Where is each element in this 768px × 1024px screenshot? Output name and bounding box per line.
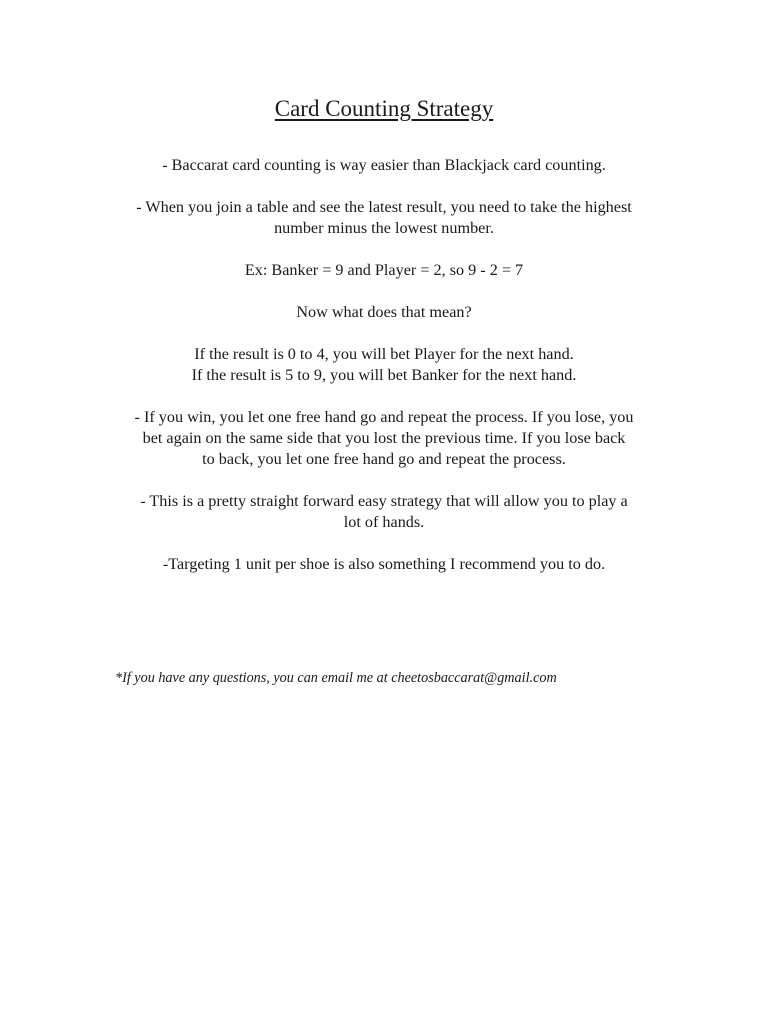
paragraph-rules xyxy=(104,344,664,386)
paragraph-line: - This is a pretty straight forward easy strategy that will allow you to play a xyxy=(140,492,628,510)
paragraph-win-lose xyxy=(104,407,664,470)
page-title: Card Counting Strategy xyxy=(274,96,494,121)
paragraph-question xyxy=(104,302,664,323)
paragraph-line: - If you win, you let one free hand go and repeat the process. If you lose, you xyxy=(134,408,634,426)
paragraph-example xyxy=(104,260,664,281)
paragraph-target xyxy=(104,554,664,575)
paragraph-summary xyxy=(104,491,664,533)
paragraph-line: - When you join a table and see the latest result, you need to take the highest xyxy=(136,198,632,216)
paragraph-line: Now what does that mean? xyxy=(296,303,472,321)
footnote-contact: *If you have any questions, you can email me at cheetosbaccarat@gmail.com xyxy=(115,670,557,686)
paragraph-line: If the result is 0 to 4, you will bet Player for the next hand. xyxy=(194,345,574,363)
paragraph-line: If the result is 5 to 9, you will bet Banker for the next hand. xyxy=(191,366,577,384)
document-body xyxy=(104,155,664,596)
paragraph-line: -Targeting 1 unit per shoe is also something I recommend you to do. xyxy=(162,555,606,573)
paragraph-intro xyxy=(104,155,664,176)
paragraph-line: to back, you let one free hand go and repeat the process. xyxy=(202,450,566,468)
paragraph-line: lot of hands. xyxy=(343,513,425,531)
paragraph-method xyxy=(104,197,664,239)
paragraph-line: - Baccarat card counting is way easier than Blackjack card counting. xyxy=(162,156,606,174)
paragraph-line: bet again on the same side that you lost the previous time. If you lose back xyxy=(142,429,626,447)
paragraph-line: number minus the lowest number. xyxy=(274,219,494,237)
paragraph-line: Ex: Banker = 9 and Player = 2, so 9 - 2 = 7 xyxy=(244,261,524,279)
